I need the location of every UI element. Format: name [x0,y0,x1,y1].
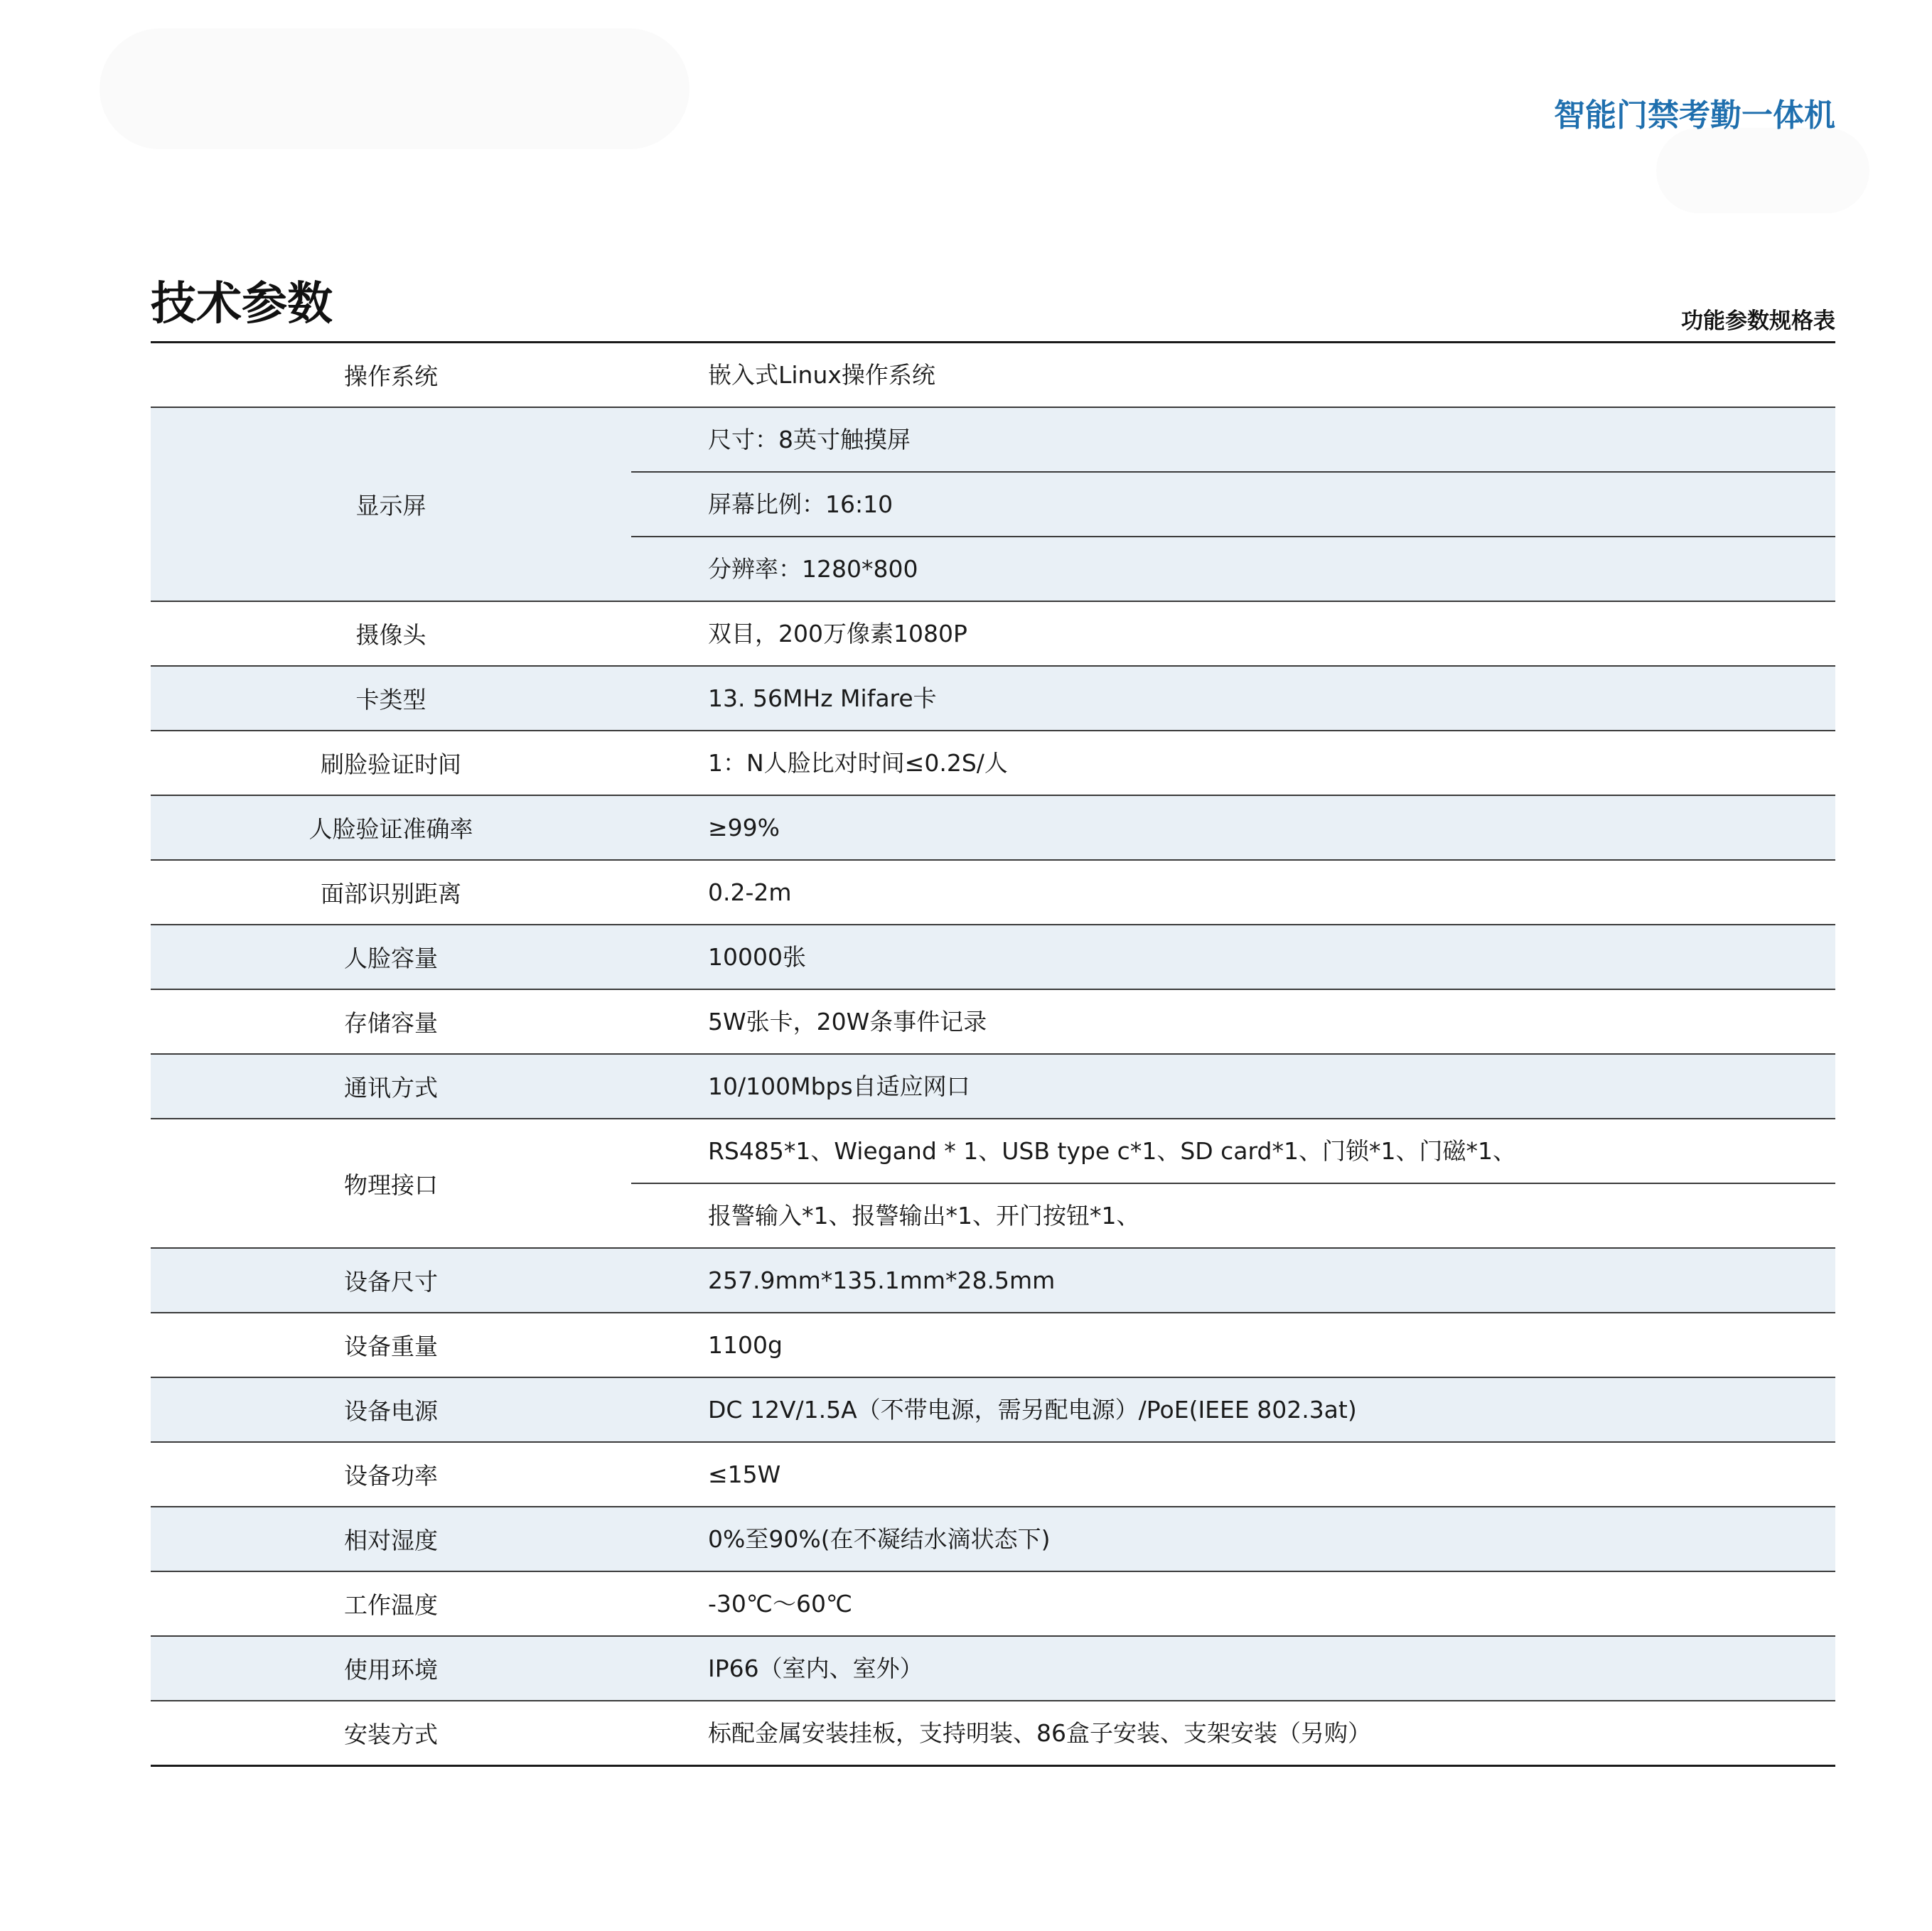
table-row [151,1053,1835,1118]
spec-value: 13. 56MHz Mifare卡 [708,684,937,712]
table-row [151,859,1835,924]
spec-value: 报警输入*1、报警输出*1、开门按钮*1、 [631,1183,1835,1247]
table-row [151,924,1835,989]
spec-name-cell: 工作温度 [344,1591,438,1619]
spec-value: 10000张 [708,943,806,971]
spec-values-cell [631,408,1835,601]
spec-values-cell [631,1249,1835,1312]
table-row [151,407,1835,601]
spec-value: 尺寸：8英寸触摸屏 [708,426,911,453]
spec-values-cell [631,796,1835,859]
spec-name-cell: 相对湿度 [344,1527,438,1554]
table-row [151,1571,1835,1635]
spec-value: ≥99% [708,814,780,841]
spec-table [151,341,1835,1767]
spec-name-cell: 设备重量 [344,1333,438,1360]
table-row [151,989,1835,1053]
table-row [151,1441,1835,1506]
spec-name-cell: 刷脸验证时间 [321,751,461,778]
spec-values-cell [631,990,1835,1053]
spec-value: 0.2-2m [708,878,792,906]
spec-value: 0%至90%(在不凝结水滴状态下) [708,1525,1051,1553]
spec-values-cell [631,1119,1835,1247]
spec-value: -30℃～60℃ [708,1590,853,1618]
table-row [151,665,1835,730]
table-row [151,730,1835,795]
spec-value: 1：N人脸比对时间≤0.2S/人 [708,749,1008,777]
spec-name-cell: 人脸容量 [344,945,438,972]
table-row [151,1312,1835,1377]
spec-values-cell [631,1378,1835,1441]
table-row [151,1700,1835,1765]
table-row [151,1635,1835,1700]
spec-value: 5W张卡，20W条事件记录 [708,1008,987,1036]
spec-name-cell: 卡类型 [355,686,426,714]
table-row [151,795,1835,859]
spec-name-cell: 面部识别距离 [321,880,461,908]
table-row [151,1247,1835,1312]
spec-name-cell: 操作系统 [344,362,438,390]
spec-values-cell [631,667,1835,730]
spec-name-cell: 显示屏 [355,492,426,520]
page-title: 技术参数 [151,278,333,330]
spec-name-cell: 摄像头 [355,621,426,649]
spec-values-cell [631,1637,1835,1700]
spec-value: 分辨率：1280*800 [631,536,1835,601]
spec-name-cell: 设备尺寸 [344,1268,438,1296]
spec-values-cell [631,1572,1835,1635]
spec-values-cell [631,602,1835,665]
brand-title: 智能门禁考勤一体机 [1554,97,1835,134]
spec-name-cell: 设备电源 [344,1397,438,1425]
spec-values-cell [631,925,1835,989]
header-background-blur-right [1656,128,1869,213]
spec-value: 10/100Mbps自适应网口 [708,1072,970,1100]
spec-values-cell [631,861,1835,924]
spec-values-cell [631,1055,1835,1118]
spec-values-cell [631,1507,1835,1571]
table-caption: 功能参数规格表 [1681,308,1835,334]
spec-value: DC 12V/1.5A（不带电源，需另配电源）/PoE(IEEE 802.3at) [708,1396,1357,1424]
spec-name-cell: 物理接口 [344,1171,438,1199]
spec-name-cell: 设备功率 [344,1462,438,1490]
table-row [151,1506,1835,1571]
spec-value: 1100g [708,1331,783,1359]
spec-value: 257.9mm*135.1mm*28.5mm [708,1266,1056,1294]
spec-value: 双目，200万像素1080P [708,620,967,647]
spec-value: IP66（室内、室外） [708,1655,923,1682]
table-row [151,1377,1835,1441]
spec-value: ≤15W [708,1461,781,1488]
spec-values-cell [631,343,1835,407]
spec-value: 屏幕比例：16:10 [631,471,1835,536]
spec-values-cell [631,1313,1835,1377]
spec-value: 嵌入式Linux操作系统 [708,361,935,389]
spec-name-cell: 安装方式 [344,1721,438,1748]
table-row [151,1118,1835,1247]
spec-values-cell [631,1443,1835,1506]
table-row [151,343,1835,407]
spec-name-cell: 人脸验证准确率 [308,815,473,843]
spec-values-cell [631,731,1835,795]
spec-values-cell [631,1701,1835,1765]
table-row [151,601,1835,665]
spec-value: RS485*1、Wiegand * 1、USB type c*1、SD card*1、门锁*1、门磁*1、 [708,1137,1516,1165]
header-background-blur [100,28,689,149]
spec-name-cell: 存储容量 [344,1009,438,1037]
spec-name-cell: 通讯方式 [344,1074,438,1102]
spec-value: 标配金属安装挂板，支持明装、86盒子安装、支架安装（另购） [708,1719,1371,1747]
spec-name-cell: 使用环境 [344,1656,438,1684]
